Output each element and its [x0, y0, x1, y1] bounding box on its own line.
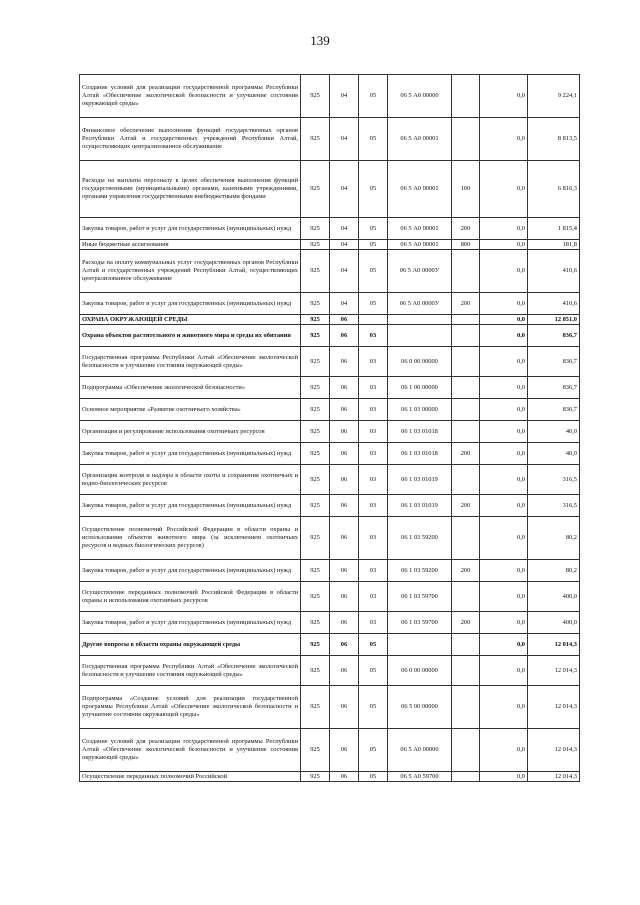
section-code-cell: 06: [330, 421, 359, 443]
expense-type-cell: [452, 517, 480, 560]
target-article-cell: 06 5 00 00000: [388, 686, 452, 729]
admin-code-cell: 925: [301, 443, 330, 465]
amount-change-cell: 0,0: [480, 560, 528, 582]
section-code-cell: 06: [330, 560, 359, 582]
expense-type-cell: 200: [452, 443, 480, 465]
page-number: 139: [310, 33, 330, 48]
section-code-cell: 06: [330, 325, 359, 347]
table-row: [80, 240, 580, 250]
section-code-cell: 06: [330, 656, 359, 686]
expense-type-cell: [452, 582, 480, 612]
amount-change-cell: 0,0: [480, 634, 528, 656]
amount-total-cell: 181,8: [528, 240, 580, 250]
table-row: [80, 772, 580, 782]
amount-total-cell: 836,7: [528, 399, 580, 421]
expense-name-cell: Расходы на оплату коммунальных услуг государственных органов Республики Алтай и государственных учреждений Республики Алтай, осуществляющих централизованное обслуживание: [80, 250, 301, 293]
amount-change-cell: 0,0: [480, 325, 528, 347]
expense-name-cell: Другие вопросы в области охраны окружающей среды: [80, 634, 301, 656]
amount-change-cell: 0,0: [480, 612, 528, 634]
amount-total-cell: 400,0: [528, 582, 580, 612]
table-row: [80, 612, 580, 634]
expense-name-cell: Создание условий для реализации государственной программы Республики Алтай «Обеспечение экологической безопасности и улучшение состояния окружающей среды»: [80, 729, 301, 772]
amount-total-cell: 80,2: [528, 560, 580, 582]
table-row: [80, 495, 580, 517]
table-row: [80, 75, 580, 118]
target-article-cell: 06 5 А0 0000У: [388, 250, 452, 293]
expense-name-cell: Осуществление полномочий Российской Федерации в области охраны и использования объектов животного мира (за исключением охотничьих ресурсов и водных биологических ресурсов): [80, 517, 301, 560]
budget-table: [79, 74, 580, 782]
admin-code-cell: 925: [301, 560, 330, 582]
expense-type-cell: 200: [452, 560, 480, 582]
amount-change-cell: 0,0: [480, 293, 528, 315]
admin-code-cell: 925: [301, 612, 330, 634]
subsection-code-cell: 05: [359, 729, 388, 772]
admin-code-cell: 925: [301, 161, 330, 218]
amount-total-cell: 12 014,3: [528, 656, 580, 686]
amount-total-cell: 316,5: [528, 495, 580, 517]
admin-code-cell: 925: [301, 772, 330, 782]
amount-change-cell: 0,0: [480, 377, 528, 399]
subsection-code-cell: 03: [359, 347, 388, 377]
expense-name-cell: Подпрограмма «Обеспечение экологической безопасности»: [80, 377, 301, 399]
expense-name-cell: Осуществление переданных полномочий Российской Федерации в области охраны и использования охотничьих ресурсов: [80, 582, 301, 612]
admin-code-cell: 925: [301, 218, 330, 240]
section-code-cell: 06: [330, 582, 359, 612]
target-article-cell: 06 1 03 01018: [388, 443, 452, 465]
table-row: [80, 560, 580, 582]
expense-name-cell: Закупка товаров, работ и услуг для государственных (муниципальных) нужд: [80, 293, 301, 315]
section-code-cell: 06: [330, 772, 359, 782]
target-article-cell: 06 5 А0 00000: [388, 75, 452, 118]
table-row: [80, 517, 580, 560]
target-article-cell: [388, 634, 452, 656]
table-row: [80, 377, 580, 399]
amount-change-cell: 0,0: [480, 656, 528, 686]
expense-name-cell: Государственная программа Республики Алтай «Обеспечение экологической безопасности и улучшение состояния окружающей среды»: [80, 347, 301, 377]
amount-change-cell: 0,0: [480, 118, 528, 161]
amount-total-cell: 40,0: [528, 421, 580, 443]
table-row: [80, 161, 580, 218]
amount-change-cell: 0,0: [480, 218, 528, 240]
expense-type-cell: 200: [452, 293, 480, 315]
target-article-cell: 06 1 03 00000: [388, 399, 452, 421]
section-code-cell: 06: [330, 729, 359, 772]
subsection-code-cell: 05: [359, 118, 388, 161]
target-article-cell: [388, 315, 452, 325]
amount-total-cell: 40,0: [528, 443, 580, 465]
amount-change-cell: 0,0: [480, 686, 528, 729]
target-article-cell: 06 5 А0 00001: [388, 218, 452, 240]
expense-name-cell: Организация контроля и надзора в области охоты и сохранения охотничьих и водно-биологических ресурсов: [80, 465, 301, 495]
admin-code-cell: 925: [301, 325, 330, 347]
expense-type-cell: 100: [452, 161, 480, 218]
target-article-cell: 06 5 А0 0000У: [388, 293, 452, 315]
amount-change-cell: 0,0: [480, 772, 528, 782]
target-article-cell: 06 5 А0 00001: [388, 161, 452, 218]
section-code-cell: 06: [330, 377, 359, 399]
section-code-cell: 04: [330, 75, 359, 118]
amount-change-cell: 0,0: [480, 495, 528, 517]
expense-type-cell: [452, 634, 480, 656]
expense-type-cell: [452, 656, 480, 686]
target-article-cell: 06 1 03 01019: [388, 465, 452, 495]
admin-code-cell: 925: [301, 495, 330, 517]
amount-total-cell: 410,6: [528, 293, 580, 315]
amount-total-cell: 12 014,3: [528, 729, 580, 772]
amount-change-cell: 0,0: [480, 250, 528, 293]
amount-change-cell: 0,0: [480, 421, 528, 443]
amount-change-cell: 0,0: [480, 465, 528, 495]
admin-code-cell: 925: [301, 293, 330, 315]
expense-type-cell: [452, 325, 480, 347]
admin-code-cell: 925: [301, 250, 330, 293]
subsection-code-cell: 03: [359, 325, 388, 347]
table-body: [80, 75, 580, 782]
table-row: [80, 634, 580, 656]
admin-code-cell: 925: [301, 517, 330, 560]
amount-change-cell: 0,0: [480, 161, 528, 218]
subsection-code-cell: 05: [359, 293, 388, 315]
expense-type-cell: [452, 75, 480, 118]
admin-code-cell: 925: [301, 347, 330, 377]
section-code-cell: 04: [330, 118, 359, 161]
amount-change-cell: 0,0: [480, 315, 528, 325]
amount-total-cell: 316,5: [528, 465, 580, 495]
amount-change-cell: 0,0: [480, 240, 528, 250]
amount-total-cell: 836,7: [528, 347, 580, 377]
expense-name-cell: Закупка товаров, работ и услуг для государственных (муниципальных) нужд: [80, 443, 301, 465]
amount-change-cell: 0,0: [480, 729, 528, 772]
section-code-cell: 06: [330, 612, 359, 634]
target-article-cell: 06 1 03 59200: [388, 560, 452, 582]
subsection-code-cell: 03: [359, 495, 388, 517]
amount-change-cell: 0,0: [480, 443, 528, 465]
admin-code-cell: 925: [301, 582, 330, 612]
target-article-cell: 06 1 03 01018: [388, 421, 452, 443]
expense-name-cell: Закупка товаров, работ и услуг для государственных (муниципальных) нужд: [80, 218, 301, 240]
section-code-cell: 06: [330, 634, 359, 656]
amount-total-cell: 12 014,3: [528, 634, 580, 656]
target-article-cell: 06 1 00 00000: [388, 377, 452, 399]
section-code-cell: 06: [330, 399, 359, 421]
table-row: [80, 686, 580, 729]
table-row: [80, 315, 580, 325]
subsection-code-cell: 05: [359, 218, 388, 240]
table-row: [80, 729, 580, 772]
expense-name-cell: Закупка товаров, работ и услуг для государственных (муниципальных) нужд: [80, 612, 301, 634]
section-code-cell: 04: [330, 240, 359, 250]
target-article-cell: 06 0 00 00000: [388, 347, 452, 377]
expense-type-cell: [452, 421, 480, 443]
section-code-cell: 06: [330, 315, 359, 325]
admin-code-cell: 925: [301, 315, 330, 325]
table-row: [80, 325, 580, 347]
subsection-code-cell: 03: [359, 560, 388, 582]
expense-name-cell: Организация и регулирование использования охотничьих ресурсов: [80, 421, 301, 443]
amount-total-cell: 836,7: [528, 377, 580, 399]
subsection-code-cell: 03: [359, 421, 388, 443]
target-article-cell: 06 0 00 00000: [388, 656, 452, 686]
expense-type-cell: [452, 772, 480, 782]
amount-change-cell: 0,0: [480, 399, 528, 421]
section-code-cell: 04: [330, 293, 359, 315]
expense-name-cell: Иные бюджетные ассигнования: [80, 240, 301, 250]
subsection-code-cell: [359, 315, 388, 325]
expense-type-cell: [452, 729, 480, 772]
expense-name-cell: Создание условий для реализации государственной программы Республики Алтай «Обеспечение экологической безопасности и улучшение состояния окружающей среды»: [80, 75, 301, 118]
admin-code-cell: 925: [301, 377, 330, 399]
admin-code-cell: 925: [301, 656, 330, 686]
expense-name-cell: Финансовое обеспечение выполнения функций государственных органов Республики Алтай и государственных учреждений Республики Алтай, осуществляющих централизованное обслуживание: [80, 118, 301, 161]
amount-total-cell: 6 816,3: [528, 161, 580, 218]
table-row: [80, 656, 580, 686]
section-code-cell: 04: [330, 250, 359, 293]
subsection-code-cell: 03: [359, 582, 388, 612]
subsection-code-cell: 03: [359, 517, 388, 560]
expense-type-cell: 200: [452, 495, 480, 517]
table-row: [80, 582, 580, 612]
admin-code-cell: 925: [301, 240, 330, 250]
expense-type-cell: [452, 399, 480, 421]
amount-total-cell: 80,2: [528, 517, 580, 560]
amount-total-cell: 8 813,5: [528, 118, 580, 161]
subsection-code-cell: 05: [359, 240, 388, 250]
amount-total-cell: 9 224,1: [528, 75, 580, 118]
subsection-code-cell: 05: [359, 250, 388, 293]
target-article-cell: 06 5 А0 00001: [388, 118, 452, 161]
section-code-cell: 06: [330, 686, 359, 729]
target-article-cell: [388, 325, 452, 347]
expense-name-cell: Государственная программа Республики Алтай «Обеспечение экологической безопасности и улучшение состояния окружающей среды»: [80, 656, 301, 686]
admin-code-cell: 925: [301, 465, 330, 495]
expense-name-cell: Охрана объектов растительного и животного мира и среды их обитания: [80, 325, 301, 347]
amount-total-cell: 12 014,3: [528, 772, 580, 782]
subsection-code-cell: 03: [359, 612, 388, 634]
target-article-cell: 06 1 03 59700: [388, 612, 452, 634]
target-article-cell: 06 1 03 01019: [388, 495, 452, 517]
expense-name-cell: Подпрограмма «Создание условий для реализации государственной программы Республики Алтай «Обеспечение экологической безопасности и улучшение состояния окружающей среды»: [80, 686, 301, 729]
table-row: [80, 399, 580, 421]
admin-code-cell: 925: [301, 118, 330, 161]
target-article-cell: 06 5 А0 00001: [388, 240, 452, 250]
section-code-cell: 04: [330, 218, 359, 240]
subsection-code-cell: 05: [359, 656, 388, 686]
expense-type-cell: [452, 315, 480, 325]
expense-type-cell: [452, 250, 480, 293]
expense-name-cell: Расходы на выплаты персоналу в целях обеспечения выполнения функций государственными (муниципальными) органами, казенными учреждениями, органами управления государственными внебюджетными фондами: [80, 161, 301, 218]
amount-total-cell: 12 014,3: [528, 686, 580, 729]
expense-type-cell: 800: [452, 240, 480, 250]
subsection-code-cell: 03: [359, 377, 388, 399]
admin-code-cell: 925: [301, 399, 330, 421]
expense-type-cell: [452, 686, 480, 729]
amount-total-cell: 410,6: [528, 250, 580, 293]
target-article-cell: 06 1 03 59200: [388, 517, 452, 560]
table-row: [80, 218, 580, 240]
admin-code-cell: 925: [301, 75, 330, 118]
expense-type-cell: [452, 347, 480, 377]
subsection-code-cell: 05: [359, 634, 388, 656]
expense-name-cell: Закупка товаров, работ и услуг для государственных (муниципальных) нужд: [80, 495, 301, 517]
subsection-code-cell: 05: [359, 161, 388, 218]
table-row: [80, 421, 580, 443]
section-code-cell: 06: [330, 465, 359, 495]
amount-total-cell: 836,7: [528, 325, 580, 347]
section-code-cell: 06: [330, 495, 359, 517]
expense-type-cell: [452, 377, 480, 399]
expense-type-cell: 200: [452, 218, 480, 240]
subsection-code-cell: 05: [359, 686, 388, 729]
expense-name-cell: Осуществление переданных полномочий Российской: [80, 772, 301, 782]
admin-code-cell: 925: [301, 421, 330, 443]
amount-change-cell: 0,0: [480, 517, 528, 560]
table-row: [80, 443, 580, 465]
table-row: [80, 465, 580, 495]
table-row: [80, 347, 580, 377]
expense-type-cell: [452, 465, 480, 495]
section-code-cell: 06: [330, 443, 359, 465]
table-row: [80, 293, 580, 315]
amount-change-cell: 0,0: [480, 347, 528, 377]
expense-name-cell: Основное мероприятие «Развитие охотничьего хозяйства»: [80, 399, 301, 421]
expense-name-cell: Закупка товаров, работ и услуг для государственных (муниципальных) нужд: [80, 560, 301, 582]
amount-total-cell: 12 851,0: [528, 315, 580, 325]
amount-total-cell: 1 815,4: [528, 218, 580, 240]
target-article-cell: 06 5 А0 59700: [388, 772, 452, 782]
amount-total-cell: 400,0: [528, 612, 580, 634]
subsection-code-cell: 05: [359, 772, 388, 782]
subsection-code-cell: 03: [359, 465, 388, 495]
expense-type-cell: 200: [452, 612, 480, 634]
section-code-cell: 06: [330, 347, 359, 377]
section-code-cell: 06: [330, 517, 359, 560]
subsection-code-cell: 05: [359, 75, 388, 118]
expense-type-cell: [452, 118, 480, 161]
admin-code-cell: 925: [301, 686, 330, 729]
expense-name-cell: ОХРАНА ОКРУЖАЮЩЕЙ СРЕДЫ: [80, 315, 301, 325]
amount-change-cell: 0,0: [480, 75, 528, 118]
target-article-cell: 06 5 А0 00000: [388, 729, 452, 772]
amount-change-cell: 0,0: [480, 582, 528, 612]
subsection-code-cell: 03: [359, 443, 388, 465]
subsection-code-cell: 03: [359, 399, 388, 421]
section-code-cell: 04: [330, 161, 359, 218]
target-article-cell: 06 1 03 59700: [388, 582, 452, 612]
admin-code-cell: 925: [301, 729, 330, 772]
table-row: [80, 118, 580, 161]
table-row: [80, 250, 580, 293]
admin-code-cell: 925: [301, 634, 330, 656]
